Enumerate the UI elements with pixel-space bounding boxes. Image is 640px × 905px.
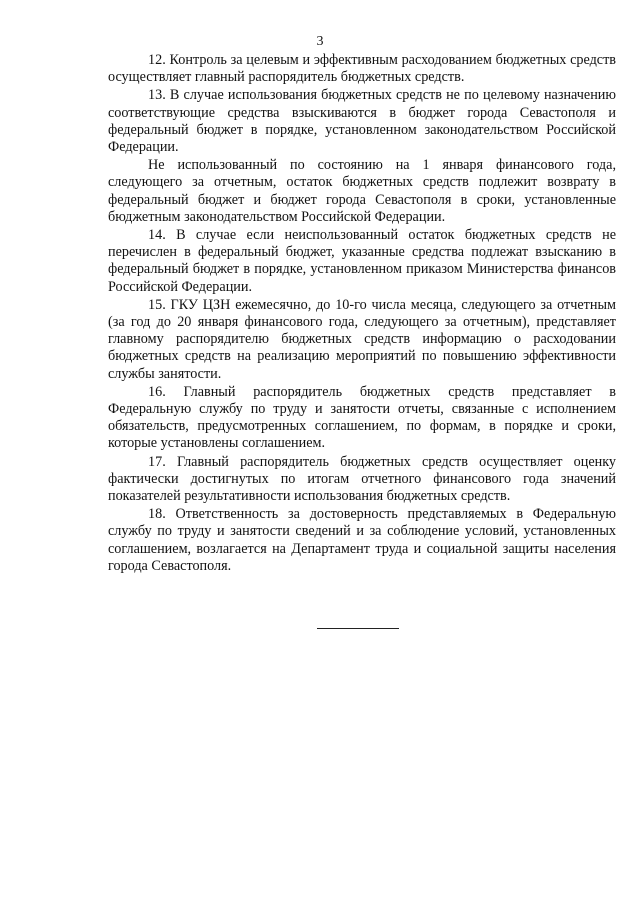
paragraph-13-continued: Не использованный по состоянию на 1 января финансового года, следующего за отчетным, остаток бюджетных средств подлежит возврату в федеральный бюджет и бюджет города Севастополя в сроки, установленные бюджетным законодательством Российской Федерации. xyxy=(108,157,616,225)
paragraph-15: 15. ГКУ ЦЗН ежемесячно, до 10-го числа месяца, следующего за отчетным (за год до 20 января финансового года, следующего за отчетным), представляет главному распорядителю бюджетных средств информацию о расходовании бюджетных средств на реализацию мероприятий по повышению эффективности службы занятости. xyxy=(108,296,616,382)
page-number: 3 xyxy=(316,34,324,49)
paragraph-12: 12. Контроль за целевым и эффективным расходованием бюджетных средств осуществляет главный распорядитель бюджетных средств. xyxy=(108,52,616,86)
end-of-text-rule xyxy=(317,628,399,629)
paragraph-17: 17. Главный распорядитель бюджетных средств осуществляет оценку фактически достигнутых по итогам отчетного финансового года значений показателей результативности использования бюджетных средств. xyxy=(108,453,616,505)
paragraph-13: 13. В случае использования бюджетных средств не по целевому назначению соответствующие средства взыскиваются в бюджет города Севастополя и федеральный бюджет в порядке, установленном законодательством Российской Федерации. xyxy=(108,87,616,156)
paragraph-16: 16. Главный распорядитель бюджетных средств представляет в Федеральную службу по труду и занятости отчеты, связанные с исполнением обязательств, предусмотренных соглашением, по формам, в порядке и сроки, которые установлены соглашением. xyxy=(108,383,616,452)
paragraph-14: 14. В случае если неиспользованный остаток бюджетных средств не перечислен в федеральный бюджет, указанные средства подлежат взысканию в федеральный бюджет в порядке, установленном приказом Министерства финансов Российской Федерации. xyxy=(108,227,616,295)
paragraph-18: 18. Ответственность за достоверность представляемых в Федеральную службу по труду и занятости сведений и за соблюдение условий, установленных соглашением, возлагается на Департамент труда и социальной защиты населения города Севастополя. xyxy=(108,506,616,574)
document-body xyxy=(108,52,616,576)
